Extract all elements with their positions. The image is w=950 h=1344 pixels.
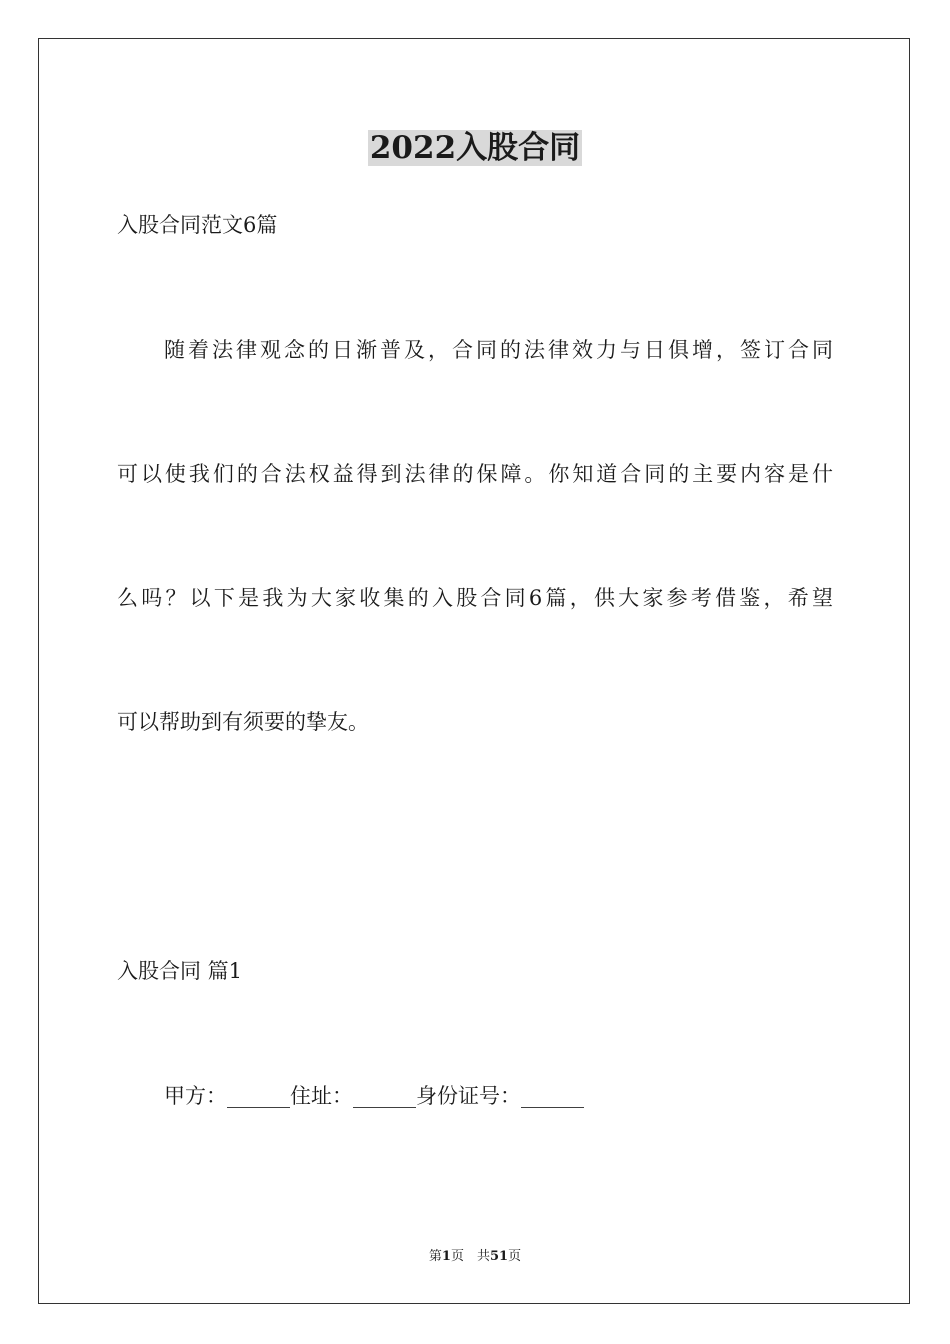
intro-line-3: 么吗？以下是我为大家收集的入股合同6篇，供大家参考借鉴，希望 [117,586,833,610]
section-heading: 入股合同 篇1 [117,959,243,983]
footer-prefix: 第 [428,1249,442,1264]
footer-mid: 页 共 [450,1249,490,1264]
page-footer [0,1248,950,1266]
intro-line-4: 可以帮助到有须要的挚友。 [117,710,369,734]
document-subtitle: 入股合同范文6篇 [117,213,278,237]
footer-page-current: 1 [441,1249,451,1264]
document-title [0,128,950,168]
intro-line-1: 随着法律观念的日渐普及，合同的法律效力与日俱增，签订合同 [164,338,833,362]
document-title-text: 2022入股合同 [369,130,581,166]
party-info-line: 甲方：______住址：______身份证号：______ [164,1084,584,1108]
footer-page-total: 51 [489,1249,509,1264]
footer-suffix: 页 [508,1249,522,1264]
intro-line-2: 可以使我们的合法权益得到法律的保障。你知道合同的主要内容是什 [117,462,833,486]
